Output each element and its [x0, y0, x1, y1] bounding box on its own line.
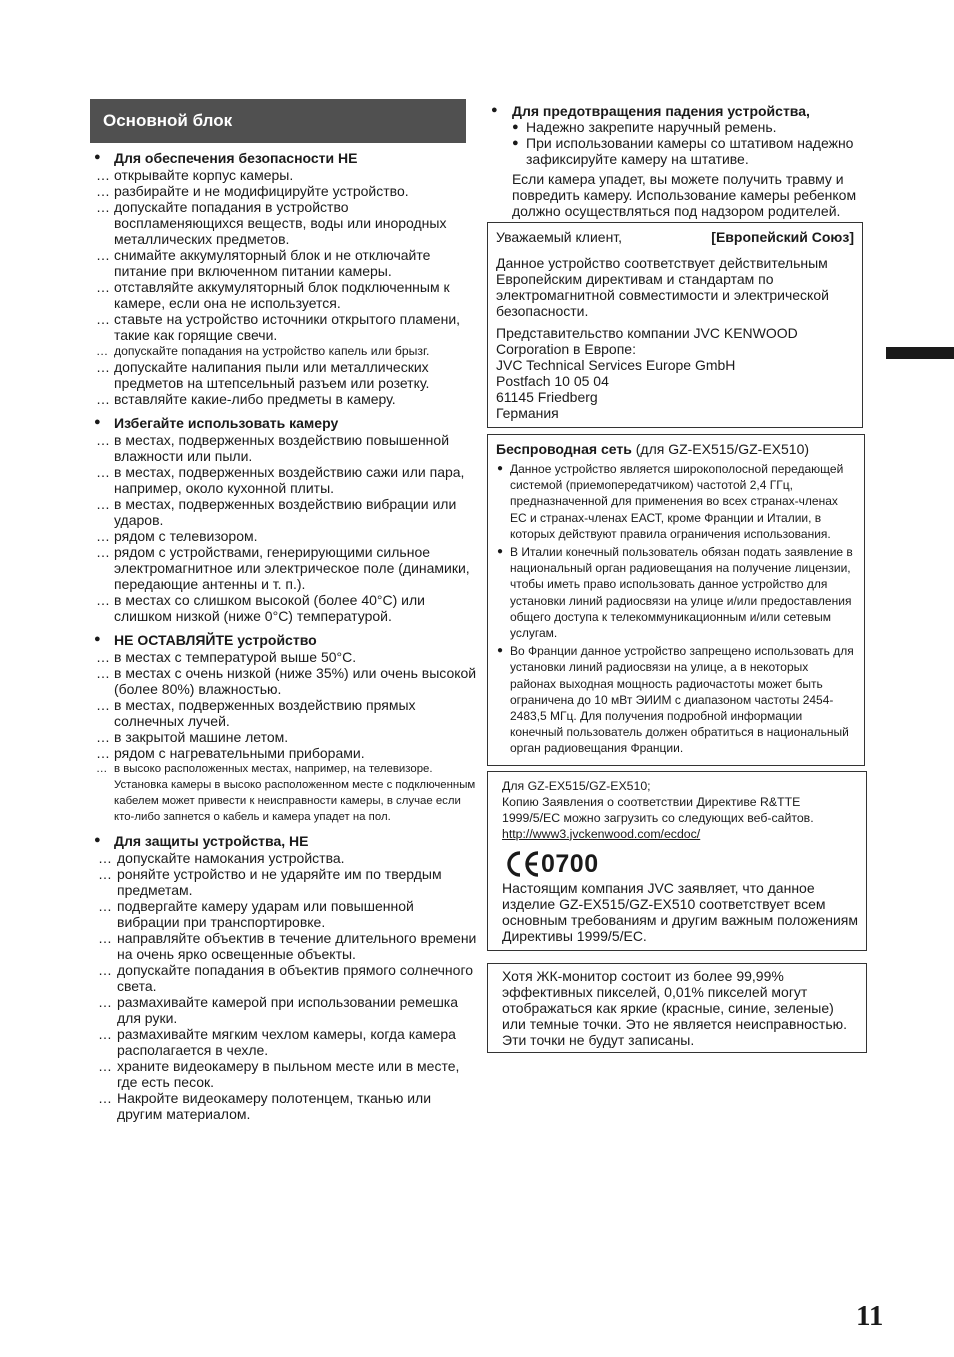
eu-address: [496, 325, 854, 421]
safety-item-text: в местах, подверженных воздействию прямых солнечных лучей.: [114, 697, 416, 729]
safety-item-text: открывайте корпус камеры.: [114, 167, 294, 183]
ellipsis-marker: …: [98, 850, 112, 866]
safety-item: [90, 528, 480, 544]
safety-item-text: снимайте аккумуляторный блок и не отключайте питание при включенном питании камеры.: [114, 247, 431, 279]
eu-paragraph: Данное устройство соответствует действительным Европейским директивам и стандартам по электромагнитной совместимости и электрической безопасности.: [496, 255, 829, 319]
safety-item: [90, 745, 480, 761]
ellipsis-marker: …: [96, 665, 110, 681]
safety-item: [90, 994, 480, 1026]
safety-item-text: ставьте на устройство источники открытого пламени, такие как горящие свечи.: [114, 311, 461, 343]
rtte-line2: Копию Заявления о соответствии Директиве R&TTE 1999/5/EC можно загрузить со следующих веб-сайтов.: [502, 794, 814, 825]
safety-item-text: храните видеокамеру в пыльном месте или в месте, где есть песок.: [117, 1058, 460, 1090]
safety-item: [90, 729, 480, 745]
eu-address-line: Postfach 10 05 04: [496, 373, 609, 389]
safety-item: [90, 167, 480, 183]
ellipsis-marker: …: [96, 311, 110, 327]
eu-address-line: JVC Technical Services Europe GmbH: [496, 357, 736, 373]
lcd-text: Хотя ЖК-монитор состоит из более 99,99% эффективных пикселей, 0,01% пикселей могут отображаться как яркие (красные, синие, зеленые) или темные точки. Это не является неисправностью. Эти точки не будут записаны.: [502, 967, 848, 1048]
safety-item-text: в местах, подверженных воздействию сажи или пара, например, около кухонной плиты.: [114, 464, 465, 496]
wireless-title-bold: Беспроводная сеть: [496, 441, 632, 457]
safety-item-text: допускайте налипания пыли или металлических предметов на штепсельный разъем или розетку.: [114, 359, 430, 391]
safety-item: [90, 544, 480, 592]
safety-item: [90, 898, 480, 930]
ellipsis-marker: …: [96, 391, 110, 407]
eu-tag: [Европейский Союз]: [711, 229, 854, 245]
ellipsis-marker: …: [98, 930, 112, 946]
side-tab-marker: [886, 347, 954, 359]
ce-number: 0700: [541, 849, 599, 878]
safety-item: [90, 183, 480, 199]
safety-list: [90, 167, 480, 407]
safety-item-text: вставляйте какие-либо предметы в камеру.: [114, 391, 396, 407]
ellipsis-marker: …: [98, 1090, 112, 1106]
safety-item-text: разбирайте и не модифицируйте устройство.: [114, 183, 409, 199]
ellipsis-marker: …: [96, 344, 109, 358]
safety-item-text: допускайте попадания в устройство воспламеняющихся веществ, воды или инородных металлических предметов.: [114, 199, 447, 247]
eu-address-line: Германия: [496, 405, 559, 421]
safety-item: [90, 199, 480, 247]
ellipsis-marker: …: [96, 697, 110, 713]
safety-section: [90, 415, 480, 624]
safety-list: [90, 649, 480, 825]
safety-list: [90, 850, 480, 1122]
ellipsis-marker: …: [96, 247, 110, 263]
safety-item-text: допускайте попадания в объектив прямого солнечного света.: [117, 962, 474, 994]
wireless-item: ● В Италии конечный пользователь обязан подать заявление в национальный орган радиовещания на получение лицензии, чтобы иметь право использовать данное устройство для установки линий радиосвязи на улице и/или предоставления общего доступа к телекоммуникационным и/или сетевым услугам.: [496, 544, 856, 641]
safety-item: [90, 1026, 480, 1058]
safety-item: [90, 496, 480, 528]
drop-item: ● Надежно закрепите наручный ремень.: [512, 119, 864, 135]
wireless-list: [496, 461, 856, 757]
rtte-box: [487, 771, 867, 951]
eu-header: [496, 229, 854, 245]
safety-item: [90, 866, 480, 898]
ellipsis-marker: …: [96, 432, 110, 448]
ellipsis-marker: …: [96, 729, 110, 745]
safety-item-text: рядом с нагревательными приборами.: [114, 745, 365, 761]
safety-item-text: в местах, подверженных воздействию повышенной влажности или пыли.: [114, 432, 450, 464]
safety-item: [90, 464, 480, 496]
safety-item-text: в местах, подверженных воздействию вибрации или ударов.: [114, 496, 457, 528]
safety-item-text: допускайте попадания на устройство капель или брызг.: [114, 344, 430, 358]
safety-item: [90, 592, 480, 624]
safety-item: [90, 697, 480, 729]
safety-section-title: ● Избегайте использовать камеру: [90, 415, 480, 431]
eu-address-line: Corporation в Европе:: [496, 341, 636, 357]
safety-item: [90, 359, 480, 391]
safety-item-text: подвергайте камеру ударам или повышенной вибрации при транспортировке.: [117, 898, 414, 930]
ellipsis-marker: …: [96, 528, 110, 544]
safety-section-title: ● Для защиты устройства, НЕ: [90, 833, 480, 849]
ellipsis-marker: …: [96, 183, 110, 199]
safety-item: [90, 1058, 480, 1090]
eu-address-line: Представительство компании JVC KENWOOD: [496, 325, 798, 341]
rtte-link[interactable]: http://www3.jvckenwood.com/ecdoc/: [502, 826, 701, 841]
section-heading: Основной блок: [90, 99, 466, 143]
ellipsis-marker: …: [96, 359, 110, 375]
safety-item-text: роняйте устройство и не ударяйте им по твердым предметам.: [117, 866, 442, 898]
page-number: 11: [856, 1300, 884, 1332]
ellipsis-marker: …: [96, 496, 110, 512]
safety-item-text: допускайте намокания устройства.: [117, 850, 345, 866]
right-column: [487, 100, 864, 1053]
ellipsis-marker: …: [98, 962, 112, 978]
safety-item-text: в местах с температурой выше 50°C.: [114, 649, 357, 665]
safety-section: [90, 833, 480, 1122]
drop-item: ● При использовании камеры со штативом надежно зафиксируйте камеру на штативе.: [512, 135, 864, 167]
safety-item-text: Накройте видеокамеру полотенцем, тканью или другим материалом.: [117, 1090, 432, 1122]
safety-section-title: ● НЕ ОСТАВЛЯЙТЕ устройство: [90, 632, 480, 648]
safety-item-text: в местах со слишком высокой (более 40°C) или слишком низкой (ниже 0°C) температурой.: [114, 592, 425, 624]
wireless-title-rest: (для GZ-EX515/GZ-EX510): [631, 441, 810, 457]
ellipsis-marker: …: [98, 994, 112, 1010]
wireless-item: ● Во Франции данное устройство запрещено использовать для установки линий радиосвязи на улице, а в некоторых районах выходная мощность радиочастоты может быть ограничена до 10 мВт ЭИИМ с диапазоном частоты 2454-2483,5 МГц. Для получения подробной информации конечный пользователь должен обратиться в национальный орган радиовещания Франции.: [496, 643, 856, 756]
left-sections: [90, 150, 480, 1122]
safety-item-text: направляйте объектив в течение длительного времени на очень ярко освещенные объекты.: [117, 930, 477, 962]
wireless-title: [496, 441, 856, 457]
safety-item: [90, 432, 480, 464]
safety-item: [90, 850, 480, 866]
wireless-item: ● Данное устройство является широкополосной передающей системой (приемопередатчиком) частотой 2,4 ГГц, предназначенной для применения во всех странах-членах ЕС и странах-членах ЕАСТ, кроме Франции и Италии, в которых действуют правила ограничения использования.: [496, 461, 856, 542]
ce-logo-icon: [506, 851, 540, 877]
safety-item: [90, 311, 480, 343]
safety-item-text: в закрытой машине летом.: [114, 729, 289, 745]
safety-item: [90, 247, 480, 279]
safety-item-text: рядом с устройствами, генерирующими сильное электромагнитное или электрическое поле (динамики, передающие антенны и т. п.).: [114, 544, 470, 592]
safety-item-text: в местах с очень низкой (ниже 35%) или очень высокой (более 80%) влажностью.: [114, 665, 477, 697]
safety-section: [90, 632, 480, 825]
safety-item-text: отставляйте аккумуляторный блок подключенным к камере, если она не используется.: [114, 279, 450, 311]
safety-item: [90, 761, 480, 825]
safety-item: [90, 930, 480, 962]
eu-notice-box: [487, 222, 863, 428]
lcd-box: [487, 963, 867, 1053]
ellipsis-marker: …: [98, 898, 112, 914]
safety-item-text: в высоко расположенных местах, например, на телевизоре. Установка камеры в высоко расположенном месте с подключенным кабелем может привести к неисправности камеры, в случае если кто-либо запнется о кабель и камера упадет на пол.: [114, 763, 476, 823]
ellipsis-marker: …: [96, 199, 110, 215]
eu-greeting: Уважаемый клиент,: [496, 229, 623, 245]
ellipsis-marker: …: [96, 592, 110, 608]
drop-list: [487, 119, 864, 167]
left-column: [90, 99, 480, 1122]
ellipsis-marker: …: [98, 1058, 112, 1074]
ellipsis-marker: …: [96, 649, 110, 665]
safety-item: [90, 391, 480, 407]
ellipsis-marker: …: [96, 279, 110, 295]
safety-item: [90, 665, 480, 697]
safety-item-text: размахивайте камерой при использовании ремешка для руки.: [117, 994, 459, 1026]
ce-mark: [506, 850, 860, 878]
rtte-line1: Для GZ-EX515/GZ-EX510;: [502, 778, 651, 793]
ellipsis-marker: …: [98, 866, 112, 882]
safety-item: [90, 1090, 480, 1122]
safety-item: [90, 279, 480, 311]
safety-section: [90, 150, 480, 407]
safety-item: [90, 343, 480, 359]
ellipsis-marker: …: [96, 544, 110, 560]
drop-title: ● Для предотвращения падения устройства,: [487, 103, 864, 119]
rtte-paragraph: Настоящим компания JVC заявляет, что данное изделие GZ-EX515/GZ-EX510 соответствует всем основным требованиям и другим важным положениям Директивы 1999/5/EC.: [502, 879, 859, 944]
safety-item: [90, 962, 480, 994]
safety-item: [90, 649, 480, 665]
ellipsis-marker: …: [96, 745, 110, 761]
safety-section-title: ● Для обеспечения безопасности НЕ: [90, 150, 480, 166]
safety-item-text: рядом с телевизором.: [114, 528, 258, 544]
ellipsis-marker: …: [96, 763, 108, 775]
ellipsis-marker: …: [98, 1026, 112, 1042]
drop-paragraph: Если камера упадет, вы можете получить травму и повредить камеру. Использование камеры ребенком должно осуществляться под надзором родителей.: [512, 171, 857, 219]
ellipsis-marker: …: [96, 464, 110, 480]
safety-item-text: размахивайте мягким чехлом камеры, когда камера располагается в чехле.: [117, 1026, 456, 1058]
wireless-box: [487, 434, 865, 766]
eu-address-line: 61145 Friedberg: [496, 389, 598, 405]
safety-list: [90, 432, 480, 624]
ellipsis-marker: …: [96, 167, 110, 183]
